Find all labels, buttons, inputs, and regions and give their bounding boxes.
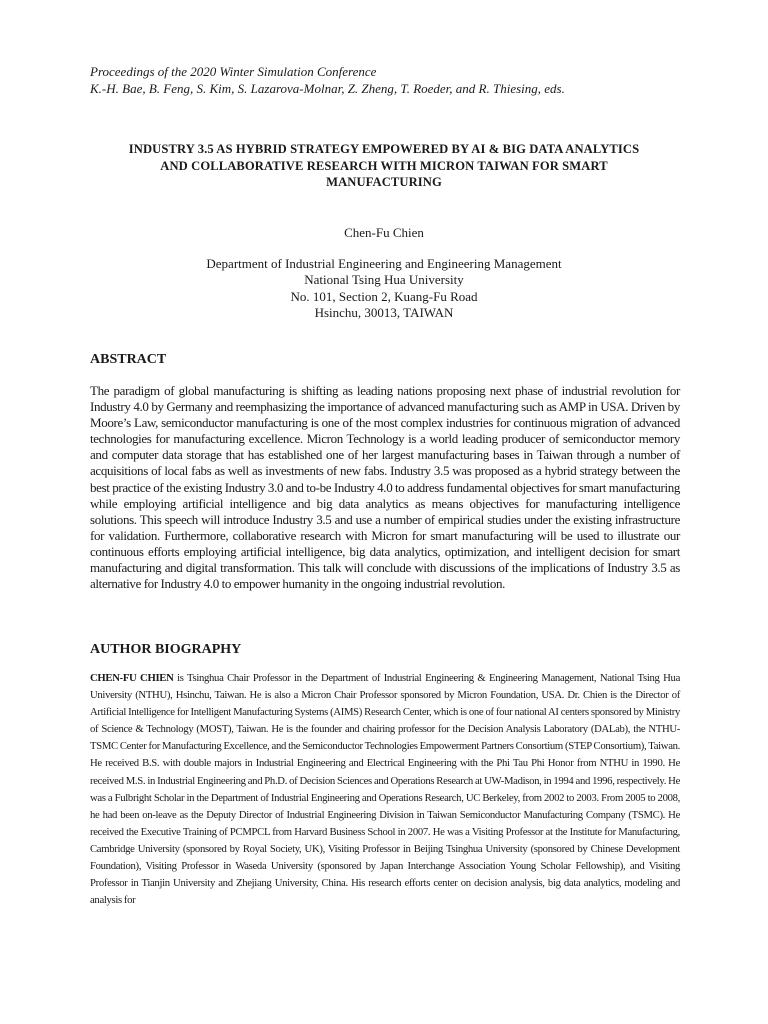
author-biography-heading: AUTHOR BIOGRAPHY: [90, 642, 242, 657]
biography-author-name: CHEN-FU CHIEN: [90, 672, 174, 684]
abstract-text: The paradigm of global manufacturing is shifting as leading nations proposing next phase of industrial revolution for Industry 4.0 by Germany and reemphasizing the importance of advanced manufacturing such as AMP in USA. Driven by Moore’s Law, semiconductor manufacturing is one of the most complex industries for continuous migration of advanced technologies for manufacturing excellence. Micron Technology is a world leading producer of semiconductor memory and computer data storage that has established one of her largest manufacturing bases in Taiwan through a number of acquisitions of local fabs as well as investments of new fabs. Industry 3.5 was proposed as a hybrid strategy between the best practice of the existing Industry 3.0 and to-be Industry 4.0 to address fundamental objectives for smart manufacturing while employing artificial intelligence and big data analytics as means objectives for manufacturing intelligence solutions. This speech will introduce Industry 3.5 and use a number of empirical studies under the existing infrastructure for validation. Furthermore, collaborative research with Micron for smart manufacturing will be used to illustrate our continuous efforts employing artificial intelligence, big data analytics, optimization, and intelligent decision for smart manufacturing and digital transformation. This talk will conclude with discussions of the implications of Industry 3.5 as alternative for Industry 4.0 to empower humanity in the ongoing industrial revolution.: [90, 383, 681, 592]
title-line-3: MANUFACTURING: [326, 175, 442, 189]
affiliation-department: Department of Industrial Engineering and Engineering Management: [206, 256, 562, 271]
editors-line: K.-H. Bae, B. Feng, S. Kim, S. Lazarova-Molnar, Z. Zheng, T. Roeder, and R. Thiesing, eds.: [90, 81, 565, 96]
abstract-heading: ABSTRACT: [90, 352, 167, 367]
author-name: Chen-Fu Chien: [344, 225, 424, 240]
affiliation-street: No. 101, Section 2, Kuang-Fu Road: [290, 288, 478, 304]
title-line-1: INDUSTRY 3.5 AS HYBRID STRATEGY EMPOWERED BY AI & BIG DATA ANALYTICS: [128, 142, 640, 156]
author-affiliation: [84, 256, 684, 321]
affiliation-university: National Tsing Hua University: [304, 272, 464, 288]
proceedings-line: Proceedings of the 2020 Winter Simulation Conference: [90, 64, 377, 79]
affiliation-city: Hsinchu, 30013, TAIWAN: [314, 304, 454, 320]
proceedings-header: [90, 63, 690, 97]
biography-body: is Tsinghua Chair Professor in the Department of Industrial Engineering & Engineering Management, National Tsing Hua University (NTHU), Hsinchu, Taiwan. He is also a Micron Chair Professor sponsored by Micron Foundation, USA. Dr. Chien is the Director of Artificial Intelligence for Intelligent Manufacturing Systems (AIMS) Research Center, which is one of four national AI centers sponsored by Ministry of Science & Technology (MOST), Taiwan. He is the founder and chairing professor for the Decision Analysis Laboratory (DALab), the NTHU-TSMC Center for Manufacturing Excellence, and the Semiconductor Technologies Empowerment Partners Consortium (STEP Consortium), Taiwan. He received B.S. with double majors in Industrial Engineering and Electrical Engineering with the Phi Tau Phi Honor from NTHU in 1990. He received M.S. in Industrial Engineering and Ph.D. of Decision Sciences and Operations Research at UW-Madison, in 1994 and 1996, respectively. He was a Fulbright Scholar in the Department of Industrial Engineering and Operations Research, UC Berkeley, from 2002 to 2003. From 2005 to 2008, he had been on-leave as the Deputy Director of Industrial Engineering Division in Taiwan Semiconductor Manufacturing Company (TSMC). He received the Executive Training of PCMPCL from Harvard Business School in 2007. He was a Visiting Professor at the Institute for Manufacturing, Cambridge University (sponsored by Royal Society, UK), Visiting Professor in Beijing Tsinghua University (sponsored by Chinese Development Foundation), Visiting Professor in Waseda University (sponsored by Japan Interchange Association Young Scholar Fellowship), and Visiting Professor in Tianjin University and Zhejiang University, China. His research efforts center on decision analysis, big data analytics, modeling and analysis for: [90, 672, 680, 907]
title-line-2: AND COLLABORATIVE RESEARCH WITH MICRON TAIWAN FOR SMART: [160, 158, 608, 173]
paper-title: [84, 141, 684, 191]
author-biography-text: [90, 670, 680, 909]
